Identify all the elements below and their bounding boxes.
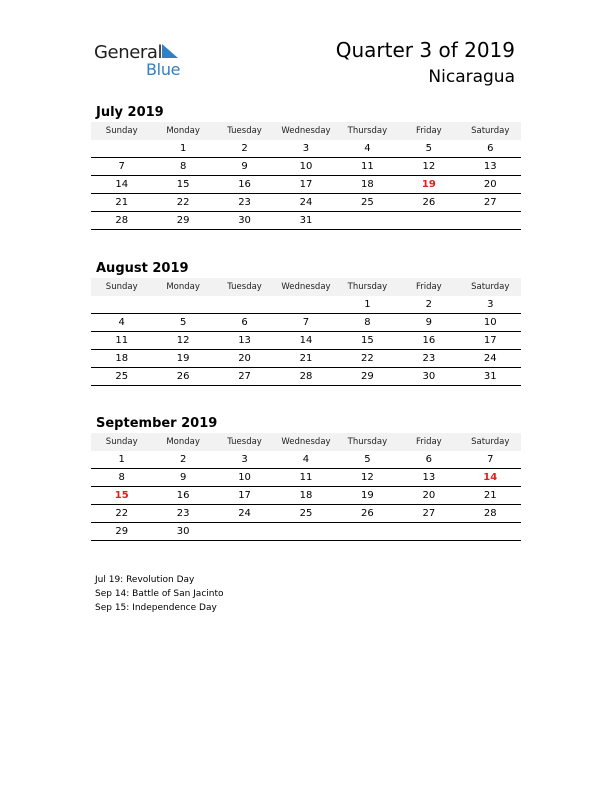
day-cell: 29 (337, 368, 398, 386)
day-cell: 4 (275, 451, 336, 469)
day-cell: 1 (91, 451, 152, 469)
weekday-header: Thursday (337, 278, 398, 296)
day-cell: 4 (337, 140, 398, 158)
day-cell: 7 (91, 158, 152, 176)
day-cell: 25 (91, 368, 152, 386)
day-cell: 20 (460, 176, 521, 194)
weekday-header: Tuesday (214, 433, 275, 451)
day-cell: 10 (275, 158, 336, 176)
weekday-header: Wednesday (275, 278, 336, 296)
holiday-note: Sep 14: Battle of San Jacinto (95, 589, 224, 599)
day-cell: 26 (152, 368, 213, 386)
logo-triangle-icon (162, 44, 178, 58)
weekday-header: Monday (152, 122, 213, 140)
week-row (91, 451, 521, 469)
day-cell: 1 (152, 140, 213, 158)
day-cell: 2 (398, 296, 459, 314)
calendar-weeks (91, 140, 521, 230)
week-row (91, 332, 521, 350)
month-title: August 2019 (96, 261, 189, 276)
quarter-title: Quarter 3 of 2019 (335, 38, 515, 62)
country-name: Nicaragua (428, 67, 515, 87)
day-cell: 31 (460, 368, 521, 386)
day-cell: 9 (398, 314, 459, 332)
day-cell: 26 (337, 505, 398, 523)
day-cell: 4 (91, 314, 152, 332)
day-cell: 23 (152, 505, 213, 523)
day-cell: 13 (460, 158, 521, 176)
day-cell: 16 (214, 176, 275, 194)
month-september (91, 414, 521, 541)
empty-day-cell (337, 212, 398, 230)
holiday-note: Sep 15: Independence Day (95, 603, 217, 613)
week-row (91, 505, 521, 523)
empty-day-cell (337, 523, 398, 541)
day-cell: 6 (214, 314, 275, 332)
holiday-day-cell: 19 (398, 176, 459, 194)
day-cell: 12 (337, 469, 398, 487)
day-cell: 23 (398, 350, 459, 368)
weekday-header-row (91, 122, 521, 140)
day-cell: 25 (337, 194, 398, 212)
weekday-header-row (91, 433, 521, 451)
week-row (91, 523, 521, 541)
day-cell: 14 (275, 332, 336, 350)
week-row (91, 469, 521, 487)
day-cell: 20 (398, 487, 459, 505)
day-cell: 15 (152, 176, 213, 194)
day-cell: 18 (275, 487, 336, 505)
holiday-note: Jul 19: Revolution Day (95, 575, 195, 585)
day-cell: 13 (398, 469, 459, 487)
day-cell: 14 (91, 176, 152, 194)
day-cell: 9 (152, 469, 213, 487)
week-row (91, 314, 521, 332)
day-cell: 3 (275, 140, 336, 158)
empty-day-cell (91, 140, 152, 158)
weekday-header: Thursday (337, 122, 398, 140)
weekday-header: Tuesday (214, 278, 275, 296)
day-cell: 21 (91, 194, 152, 212)
day-cell: 24 (214, 505, 275, 523)
empty-day-cell (275, 296, 336, 314)
day-cell: 16 (398, 332, 459, 350)
day-cell: 22 (91, 505, 152, 523)
day-cell: 8 (337, 314, 398, 332)
month-july (91, 103, 521, 230)
logo-general-text: General (94, 42, 163, 63)
day-cell: 22 (337, 350, 398, 368)
day-cell: 28 (275, 368, 336, 386)
weekday-header: Tuesday (214, 122, 275, 140)
week-row (91, 140, 521, 158)
day-cell: 17 (214, 487, 275, 505)
day-cell: 6 (460, 140, 521, 158)
calendar-weeks (91, 451, 521, 541)
weekday-header: Friday (398, 278, 459, 296)
day-cell: 28 (460, 505, 521, 523)
month-title: September 2019 (96, 416, 218, 431)
logo (94, 40, 194, 80)
calendar-table (91, 278, 521, 386)
weekday-header: Thursday (337, 433, 398, 451)
weekday-header: Friday (398, 433, 459, 451)
weekday-header: Sunday (91, 433, 152, 451)
empty-day-cell (460, 212, 521, 230)
day-cell: 6 (398, 451, 459, 469)
weekday-header: Saturday (460, 278, 521, 296)
weekday-header: Monday (152, 278, 213, 296)
day-cell: 30 (152, 523, 213, 541)
day-cell: 20 (214, 350, 275, 368)
day-cell: 17 (460, 332, 521, 350)
day-cell: 16 (152, 487, 213, 505)
day-cell: 15 (337, 332, 398, 350)
empty-day-cell (398, 523, 459, 541)
weekday-header-row (91, 278, 521, 296)
day-cell: 8 (152, 158, 213, 176)
weekday-header: Monday (152, 433, 213, 451)
weekday-header: Saturday (460, 433, 521, 451)
empty-day-cell (275, 523, 336, 541)
day-cell: 19 (337, 487, 398, 505)
empty-day-cell (460, 523, 521, 541)
empty-day-cell (214, 296, 275, 314)
day-cell: 7 (275, 314, 336, 332)
week-row (91, 368, 521, 386)
day-cell: 24 (460, 350, 521, 368)
weekday-header: Wednesday (275, 122, 336, 140)
day-cell: 11 (337, 158, 398, 176)
day-cell: 10 (460, 314, 521, 332)
day-cell: 27 (460, 194, 521, 212)
empty-day-cell (152, 296, 213, 314)
day-cell: 25 (275, 505, 336, 523)
day-cell: 13 (214, 332, 275, 350)
day-cell: 24 (275, 194, 336, 212)
day-cell: 19 (152, 350, 213, 368)
day-cell: 17 (275, 176, 336, 194)
day-cell: 29 (152, 212, 213, 230)
week-row (91, 487, 521, 505)
day-cell: 5 (152, 314, 213, 332)
calendar-table (91, 122, 521, 230)
day-cell: 30 (214, 212, 275, 230)
weekday-header: Sunday (91, 122, 152, 140)
empty-day-cell (398, 212, 459, 230)
day-cell: 3 (214, 451, 275, 469)
week-row (91, 350, 521, 368)
day-cell: 27 (398, 505, 459, 523)
day-cell: 28 (91, 212, 152, 230)
week-row (91, 212, 521, 230)
day-cell: 3 (460, 296, 521, 314)
day-cell: 12 (398, 158, 459, 176)
day-cell: 5 (337, 451, 398, 469)
week-row (91, 194, 521, 212)
day-cell: 30 (398, 368, 459, 386)
day-cell: 12 (152, 332, 213, 350)
day-cell: 31 (275, 212, 336, 230)
week-row (91, 176, 521, 194)
weekday-header: Friday (398, 122, 459, 140)
calendar-weeks (91, 296, 521, 386)
day-cell: 8 (91, 469, 152, 487)
holiday-day-cell: 14 (460, 469, 521, 487)
empty-day-cell (214, 523, 275, 541)
week-row (91, 296, 521, 314)
day-cell: 27 (214, 368, 275, 386)
day-cell: 21 (460, 487, 521, 505)
calendar-table (91, 433, 521, 541)
day-cell: 2 (152, 451, 213, 469)
day-cell: 23 (214, 194, 275, 212)
day-cell: 26 (398, 194, 459, 212)
weekday-header: Saturday (460, 122, 521, 140)
weekday-header: Sunday (91, 278, 152, 296)
day-cell: 11 (91, 332, 152, 350)
month-title: July 2019 (96, 105, 164, 120)
day-cell: 7 (460, 451, 521, 469)
day-cell: 18 (337, 176, 398, 194)
empty-day-cell (91, 296, 152, 314)
holiday-day-cell: 15 (91, 487, 152, 505)
day-cell: 21 (275, 350, 336, 368)
day-cell: 10 (214, 469, 275, 487)
day-cell: 5 (398, 140, 459, 158)
day-cell: 1 (337, 296, 398, 314)
logo-blue-text: Blue (146, 60, 181, 79)
day-cell: 29 (91, 523, 152, 541)
day-cell: 9 (214, 158, 275, 176)
holiday-notes (95, 573, 224, 615)
day-cell: 18 (91, 350, 152, 368)
week-row (91, 158, 521, 176)
day-cell: 11 (275, 469, 336, 487)
day-cell: 2 (214, 140, 275, 158)
weekday-header: Wednesday (275, 433, 336, 451)
day-cell: 22 (152, 194, 213, 212)
month-august (91, 259, 521, 386)
